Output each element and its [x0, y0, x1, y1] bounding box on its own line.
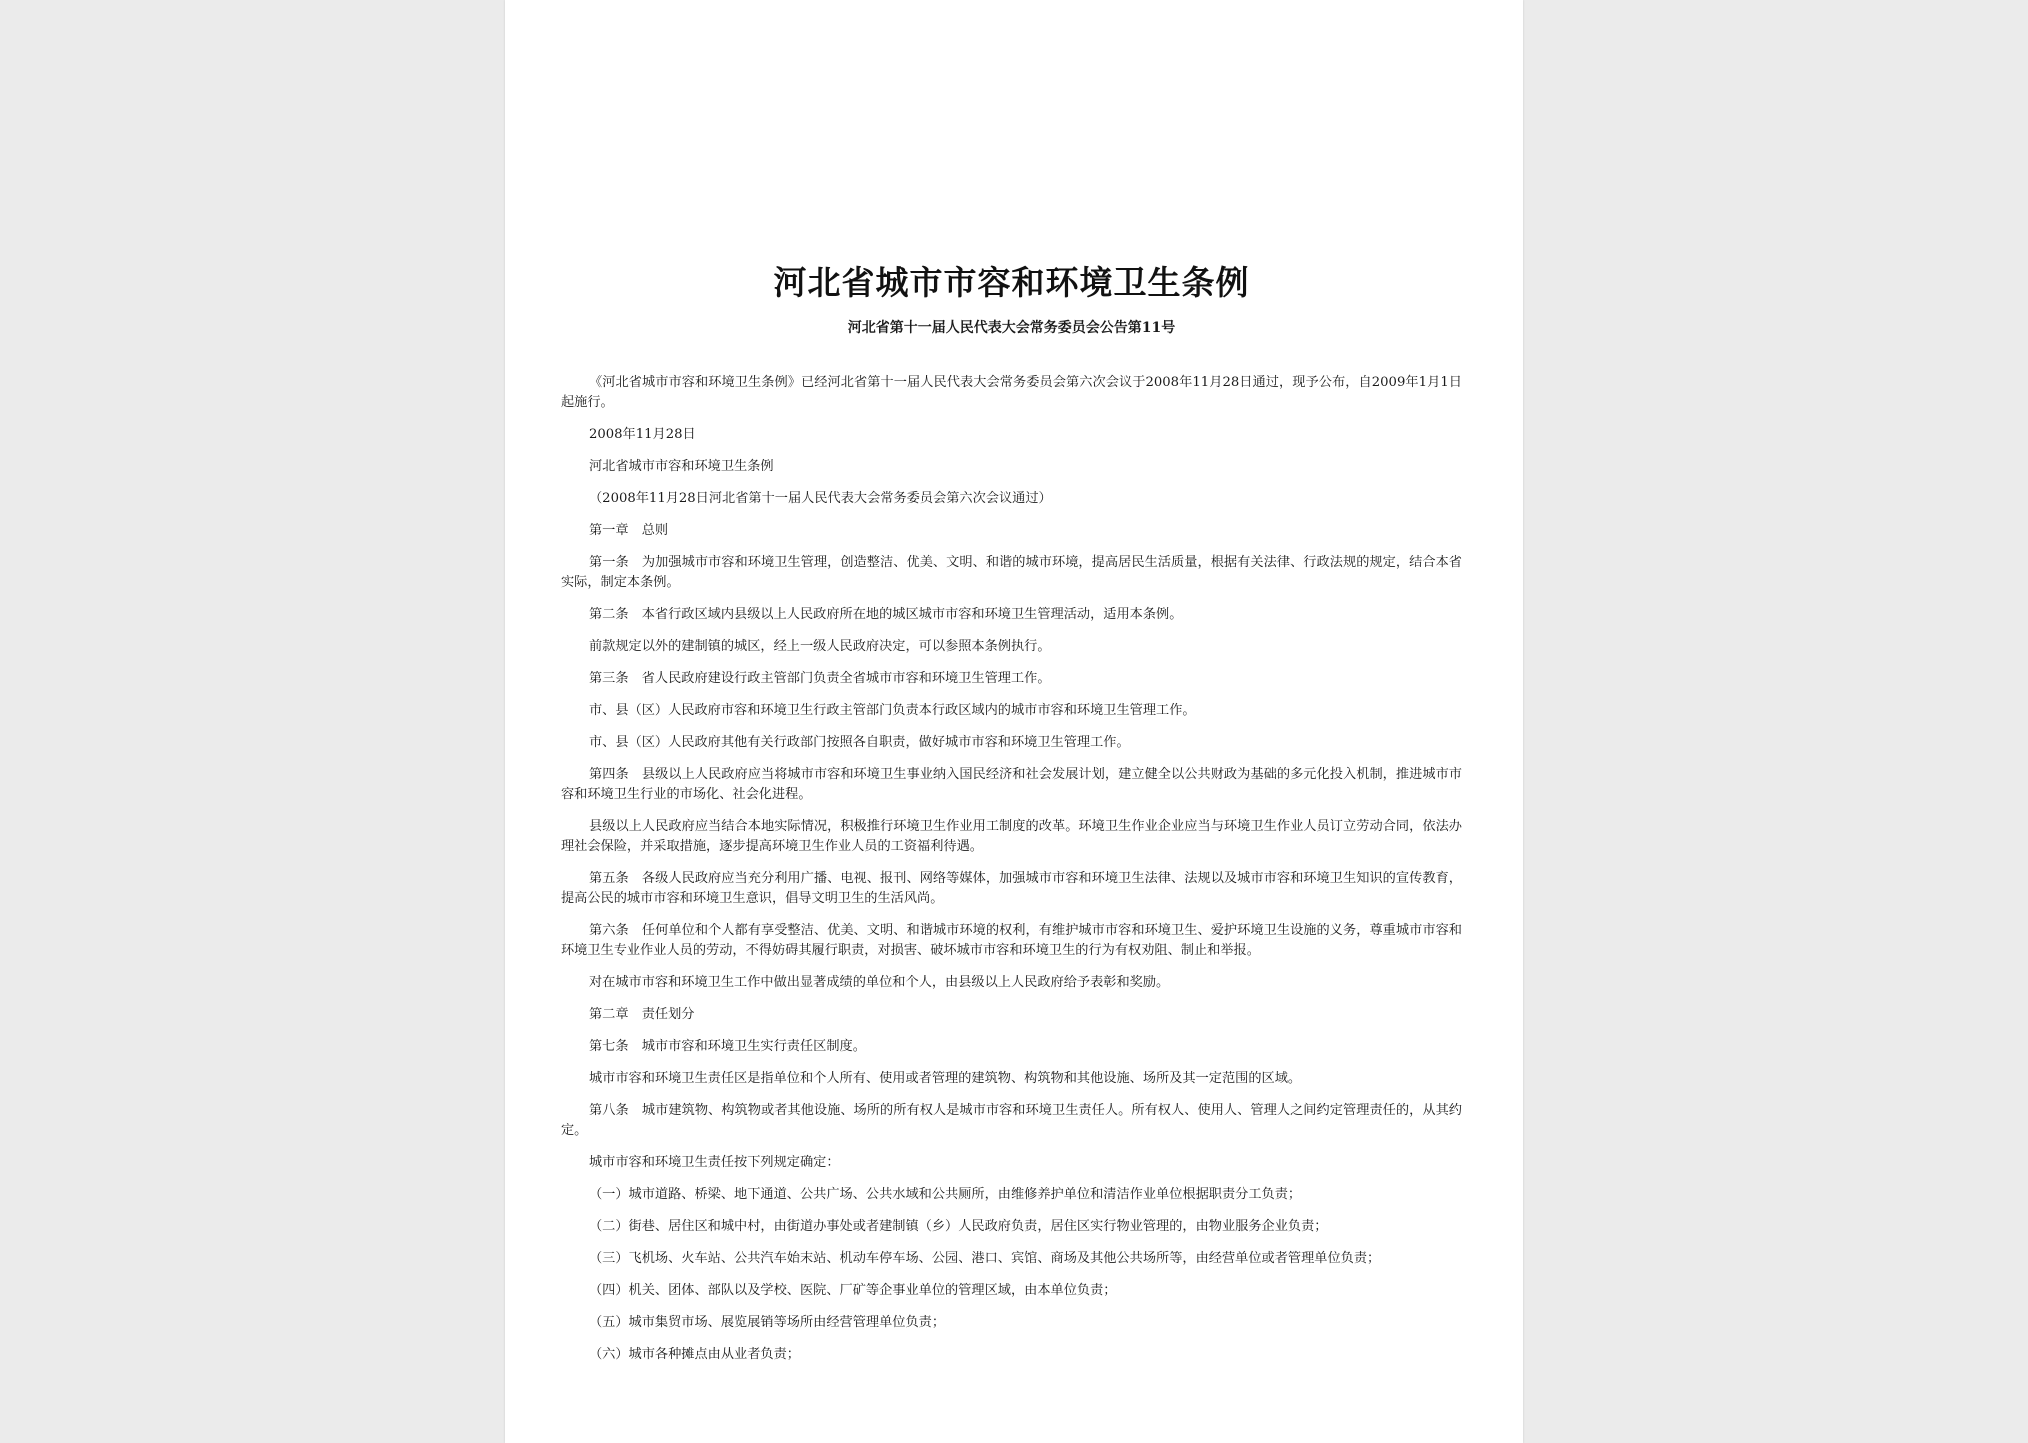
paragraph-law-name: 河北省城市市容和环境卫生条例 [589, 459, 774, 474]
article-paragraph: 第八条 城市建筑物、构筑物或者其他设施、场所的所有权人是城市市容和环境卫生责任人。所有权人、使用人、管理人之间约定管理责任的，从其约定。 [561, 1103, 1462, 1138]
article-paragraph: 第三条 省人民政府建设行政主管部门负责全省城市市容和环境卫生管理工作。 [589, 671, 1051, 686]
paragraph: 市、县（区）人民政府其他有关行政部门按照各自职责，做好城市市容和环境卫生管理工作。 [589, 735, 1130, 750]
article-paragraph: 第一条 为加强城市市容和环境卫生管理，创造整洁、优美、文明、和谐的城市环境，提高居民生活质量，根据有关法律、行政法规的规定，结合本省实际，制定本条例。 [561, 555, 1462, 590]
paragraph: 对在城市市容和环境卫生工作中做出显著成绩的单位和个人，由县级以上人民政府给予表彰和奖励。 [589, 975, 1170, 990]
article-paragraph: 第五条 各级人民政府应当充分利用广播、电视、报刊、网络等媒体，加强城市市容和环境卫生法律、法规以及城市市容和环境卫生知识的宣传教育，提高公民的城市市容和环境卫生意识，倡导文明卫生的生活风尚。 [561, 871, 1462, 906]
announcement-subtitle: 河北省第十一届人民代表大会常务委员会公告第11号 [847, 320, 1176, 336]
chapter-heading: 第二章 责任划分 [589, 1007, 695, 1022]
list-item: （二）街巷、居住区和城中村，由街道办事处或者建制镇（乡）人民政府负责，居住区实行物业管理的，由物业服务企业负责； [589, 1219, 1328, 1234]
document-content [561, 260, 1462, 1365]
paragraph: 县级以上人民政府应当结合本地实际情况，积极推行环境卫生作业用工制度的改革。环境卫生作业企业应当与环境卫生作业人员订立劳动合同，依法办理社会保险，并采取措施，逐步提高环境卫生作业人员的工资福利待遇。 [561, 819, 1462, 854]
article-paragraph: 第四条 县级以上人民政府应当将城市市容和环境卫生事业纳入国民经济和社会发展计划，建立健全以公共财政为基础的多元化投入机制，推进城市市容和环境卫生行业的市场化、社会化进程。 [561, 767, 1462, 802]
paragraph-adoption-note: （2008年11月28日河北省第十一届人民代表大会常务委员会第六次会议通过） [589, 491, 1052, 506]
document-title: 河北省城市市容和环境卫生条例 [773, 263, 1250, 302]
paragraph: 市、县（区）人民政府市容和环境卫生行政主管部门负责本行政区域内的城市市容和环境卫生管理工作。 [589, 703, 1196, 718]
paragraph: 《河北省城市市容和环境卫生条例》已经河北省第十一届人民代表大会常务委员会第六次会议于2008年11月28日通过，现予公布，自2009年1月1日起施行。 [561, 375, 1462, 410]
list-item: （六）城市各种摊点由从业者负责； [589, 1347, 800, 1362]
document-page [505, 0, 1523, 1443]
article-paragraph: 第六条 任何单位和个人都有享受整洁、优美、文明、和谐城市环境的权利，有维护城市市容和环境卫生、爱护环境卫生设施的义务，尊重城市市容和环境卫生专业作业人员的劳动，不得妨碍其履行职责，对损害、破坏城市市容和环境卫生的行为有权劝阻、制止和举报。 [561, 923, 1462, 958]
paragraph: 城市市容和环境卫生责任按下列规定确定： [589, 1155, 840, 1170]
article-paragraph: 第七条 城市市容和环境卫生实行责任区制度。 [589, 1039, 866, 1054]
paragraph-date: 2008年11月28日 [589, 427, 696, 442]
list-item: （五）城市集贸市场、展览展销等场所由经营管理单位负责； [589, 1315, 946, 1330]
chapter-heading: 第一章 总则 [589, 523, 669, 538]
list-item: （三）飞机场、火车站、公共汽车始末站、机动车停车场、公园、港口、宾馆、商场及其他公共场所等，由经营单位或者管理单位负责； [589, 1251, 1381, 1266]
list-item: （四）机关、团体、部队以及学校、医院、厂矿等企事业单位的管理区域，由本单位负责； [589, 1283, 1117, 1298]
paragraph: 城市市容和环境卫生责任区是指单位和个人所有、使用或者管理的建筑物、构筑物和其他设施、场所及其一定范围的区域。 [589, 1071, 1302, 1086]
article-paragraph: 第二条 本省行政区域内县级以上人民政府所在地的城区城市市容和环境卫生管理活动，适用本条例。 [589, 607, 1183, 622]
document-body [561, 373, 1462, 1365]
list-item: （一）城市道路、桥梁、地下通道、公共广场、公共水域和公共厕所，由维修养护单位和清洁作业单位根据职责分工负责； [589, 1187, 1302, 1202]
paragraph: 前款规定以外的建制镇的城区，经上一级人民政府决定，可以参照本条例执行。 [589, 639, 1051, 654]
